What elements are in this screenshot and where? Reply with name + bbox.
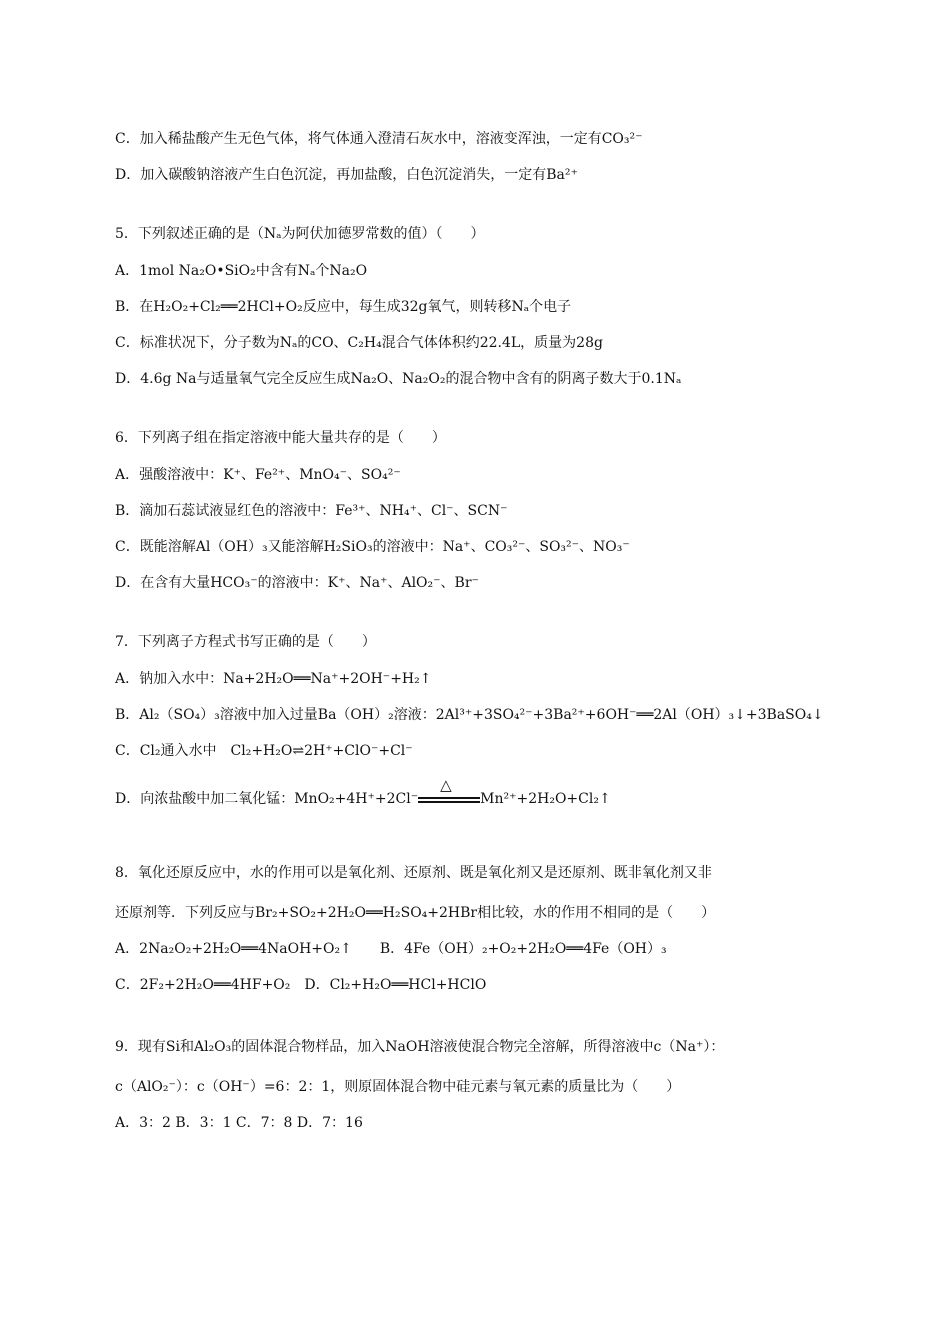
q8-options-cd: C．2F₂+2H₂O══4HF+O₂ D．Cl₂+H₂O══HCl+HClO — [115, 977, 487, 993]
q5-option-d: D．4.6g Na与适量氧气完全反应生成Na₂O、Na₂O₂的混合物中含有的阴离子数大于0.1Nₐ — [115, 371, 682, 387]
q6-option-c: C．既能溶解Al（OH）₃又能溶解H₂SiO₃的溶液中：Na⁺、CO₃²⁻、SO₃²⁻、NO₃⁻ — [115, 539, 630, 555]
q7-option-b: B．Al₂（SO₄）₃溶液中加入过量Ba（OH）₂溶液：2Al³⁺+3SO₄²⁻+3Ba²⁺+6OH⁻══2Al（OH）₃↓+3BaSO₄↓ — [115, 707, 824, 723]
q5-option-a: A．1mol Na₂O•SiO₂中含有Nₐ个Na₂O — [115, 263, 368, 279]
q5-option-b: B．在H₂O₂+Cl₂══2HCl+O₂反应中，每生成32g氧气，则转移Nₐ个电子 — [115, 299, 572, 315]
q7-option-d — [115, 776, 611, 808]
q5-option-c: C．标准状况下，分子数为Nₐ的CO、C₂H₄混合气体体积约22.4L，质量为28g — [115, 335, 603, 351]
q6-stem: 6．下列离子组在指定溶液中能大量共存的是（ ） — [115, 430, 446, 446]
q5-stem: 5．下列叙述正确的是（Nₐ为阿伏加德罗常数的值）（ ） — [115, 226, 485, 242]
q6-option-b: B．滴加石蕊试液显红色的溶液中：Fe³⁺、NH₄⁺、Cl⁻、SCN⁻ — [115, 503, 508, 519]
q9-stem-line1: 9．现有Si和Al₂O₃的固体混合物样品，加入NaOH溶液使混合物完全溶解，所得溶液中c（Na⁺）： — [115, 1039, 725, 1055]
q8-stem-line1: 8．氧化还原反应中，水的作用可以是氧化剂、还原剂、既是氧化剂又是还原剂、既非氧化剂又非 — [115, 865, 712, 881]
q8-options-ab: A．2Na₂O₂+2H₂O══4NaOH+O₂↑ B．4Fe（OH）₂+O₂+2H₂O══4Fe（OH）₃ — [115, 941, 667, 957]
q4-option-c: C．加入稀盐酸产生无色气体，将气体通入澄清石灰水中，溶液变浑浊，一定有CO₃²⁻ — [115, 131, 643, 147]
q9-options: A．3：2 B．3：1 C．7：8 D．7：16 — [115, 1115, 363, 1131]
heating-equals-sign — [418, 776, 480, 808]
heat-triangle-icon: △ — [440, 776, 452, 794]
q7-option-d-rhs: Mn²⁺+2H₂O+Cl₂↑ — [480, 791, 611, 807]
q7-stem: 7．下列离子方程式书写正确的是（ ） — [115, 634, 376, 650]
q4-option-d: D．加入碳酸钠溶液产生白色沉淀，再加盐酸，白色沉淀消失，一定有Ba²⁺ — [115, 167, 578, 183]
q7-option-a: A．钠加入水中：Na+2H₂O══Na⁺+2OH⁻+H₂↑ — [115, 671, 432, 687]
q6-option-a: A．强酸溶液中：K⁺、Fe²⁺、MnO₄⁻、SO₄²⁻ — [115, 467, 401, 483]
q8-stem-line2: 还原剂等．下列反应与Br₂+SO₂+2H₂O══H₂SO₄+2HBr相比较，水的作用不相同的是（ ） — [115, 905, 716, 921]
q7-option-d-lhs: D．向浓盐酸中加二氧化锰：MnO₂+4H⁺+2Cl⁻ — [115, 791, 419, 807]
q6-option-d: D．在含有大量HCO₃⁻的溶液中：K⁺、Na⁺、AlO₂⁻、Br⁻ — [115, 575, 479, 591]
q9-stem-line2: c（AlO₂⁻）：c（OH⁻）=6：2：1，则原固体混合物中硅元素与氧元素的质量比为（ ） — [115, 1079, 681, 1095]
q7-option-c: C．Cl₂通入水中 Cl₂+H₂O⇌2H⁺+ClO⁻+Cl⁻ — [115, 743, 413, 759]
